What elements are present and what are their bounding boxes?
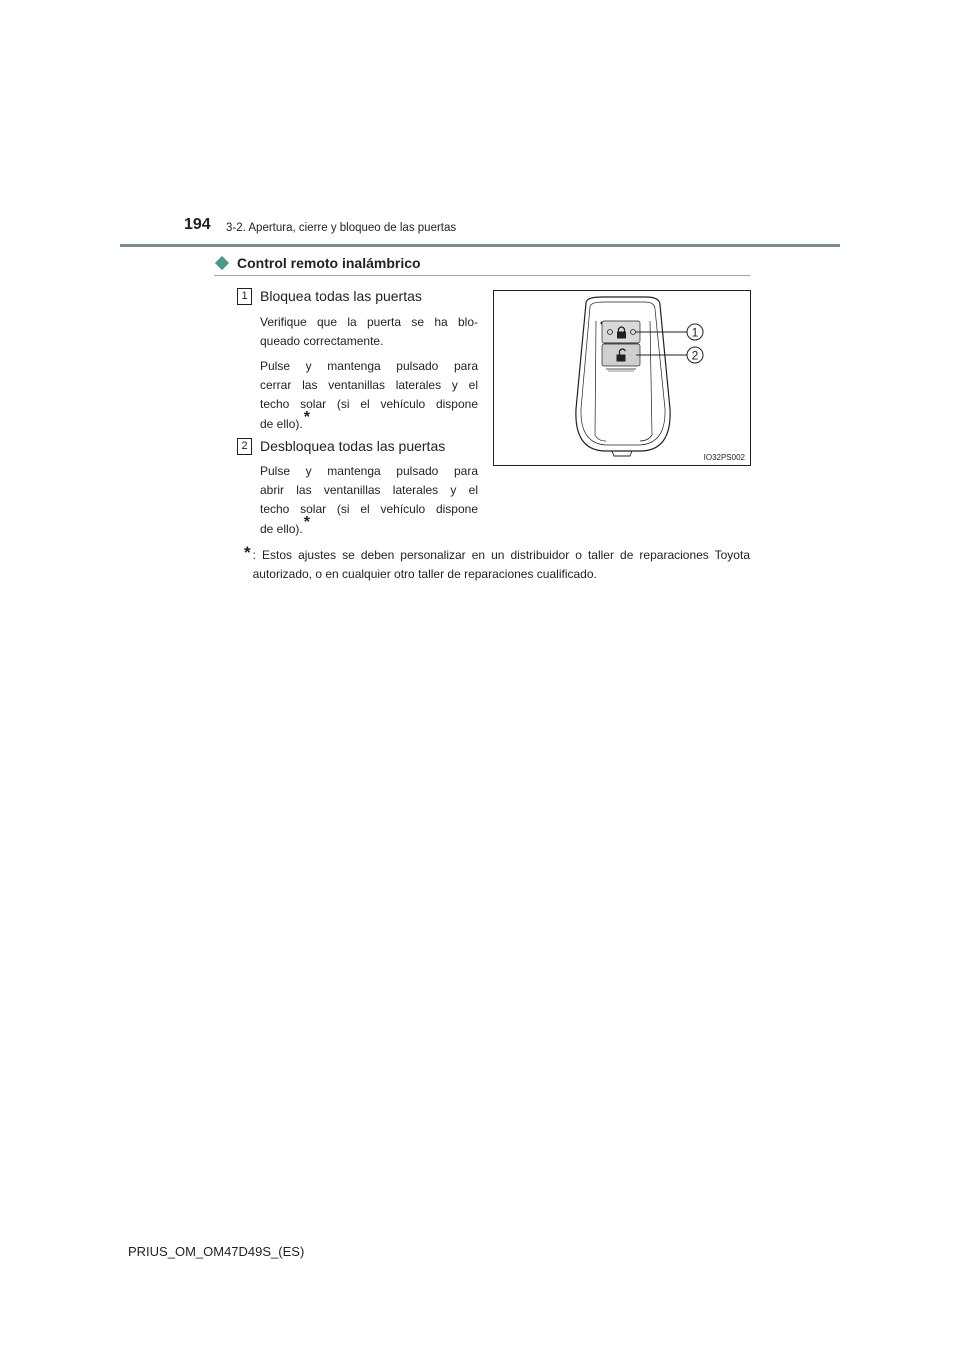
section-title [214,255,421,271]
page-number: 194 [184,216,211,233]
item-2-para-1-line-1: Pulse y mantenga pulsado para [260,464,478,478]
item-1-para-1-line-2: queado correctamente. [260,334,384,348]
key-fob-figure [493,290,751,466]
header-rule [120,244,840,247]
item-1-para-1-line-1: Verifique que la puerta se ha blo- [260,315,478,329]
item-2-para-1-line-4: de ello). [260,522,303,536]
section-rule [214,275,750,276]
item-2-para-1-line-3: techo solar (si el vehículo dispone [260,502,478,516]
item-2-number-box: 2 [237,438,252,455]
item-2-para-1-line-2: abrir las ventanillas laterales y el [260,483,478,497]
fob-notch [612,451,632,456]
item-2-para-1-line-4-wrap [260,514,478,539]
item-1-para-2-line-4: de ello). [260,417,303,431]
item-1-para-2-line-3: techo solar (si el vehículo dispone [260,397,478,411]
item-2-asterisk: * [303,514,310,531]
fob-rim-right [640,321,652,441]
item-1-para-2-line-1: Pulse y mantenga pulsado para [260,359,478,373]
callout-2-label: 2 [691,348,699,363]
footer-doc-code: PRIUS_OM_OM47D49S_(ES) [128,1244,305,1259]
key-fob-illustration [494,291,750,465]
item-1-asterisk: * [303,409,310,426]
item-1-para-2-line-2: cerrar las ventanillas laterales y el [260,378,478,392]
section-title-text: Control remoto inalámbrico [237,255,421,271]
item-1-title: Bloquea todas las puertas [260,288,422,304]
diamond-bullet-icon [215,256,229,270]
footnote-text: : Estos ajustes se deben personalizar en un distribuidor o taller de reparaciones Toyota autorizado, o en cualquier otro taller de reparaciones cualificado. [252,548,750,581]
item-1-para-2-line-4-wrap [260,409,478,434]
footnote [244,543,750,584]
item-1-para-2 [260,357,478,434]
callout-1-label: 1 [691,325,699,340]
figure-code: IO32PS002 [703,453,745,462]
item-2-para-1 [260,462,478,539]
running-head: 3-2. Apertura, cierre y bloqueo de las puertas [226,222,457,234]
item-1-para-1 [260,313,478,351]
item-1-number-box: 1 [237,288,252,305]
item-2-title: Desbloquea todas las puertas [260,438,446,454]
footnote-asterisk: * [244,543,251,562]
